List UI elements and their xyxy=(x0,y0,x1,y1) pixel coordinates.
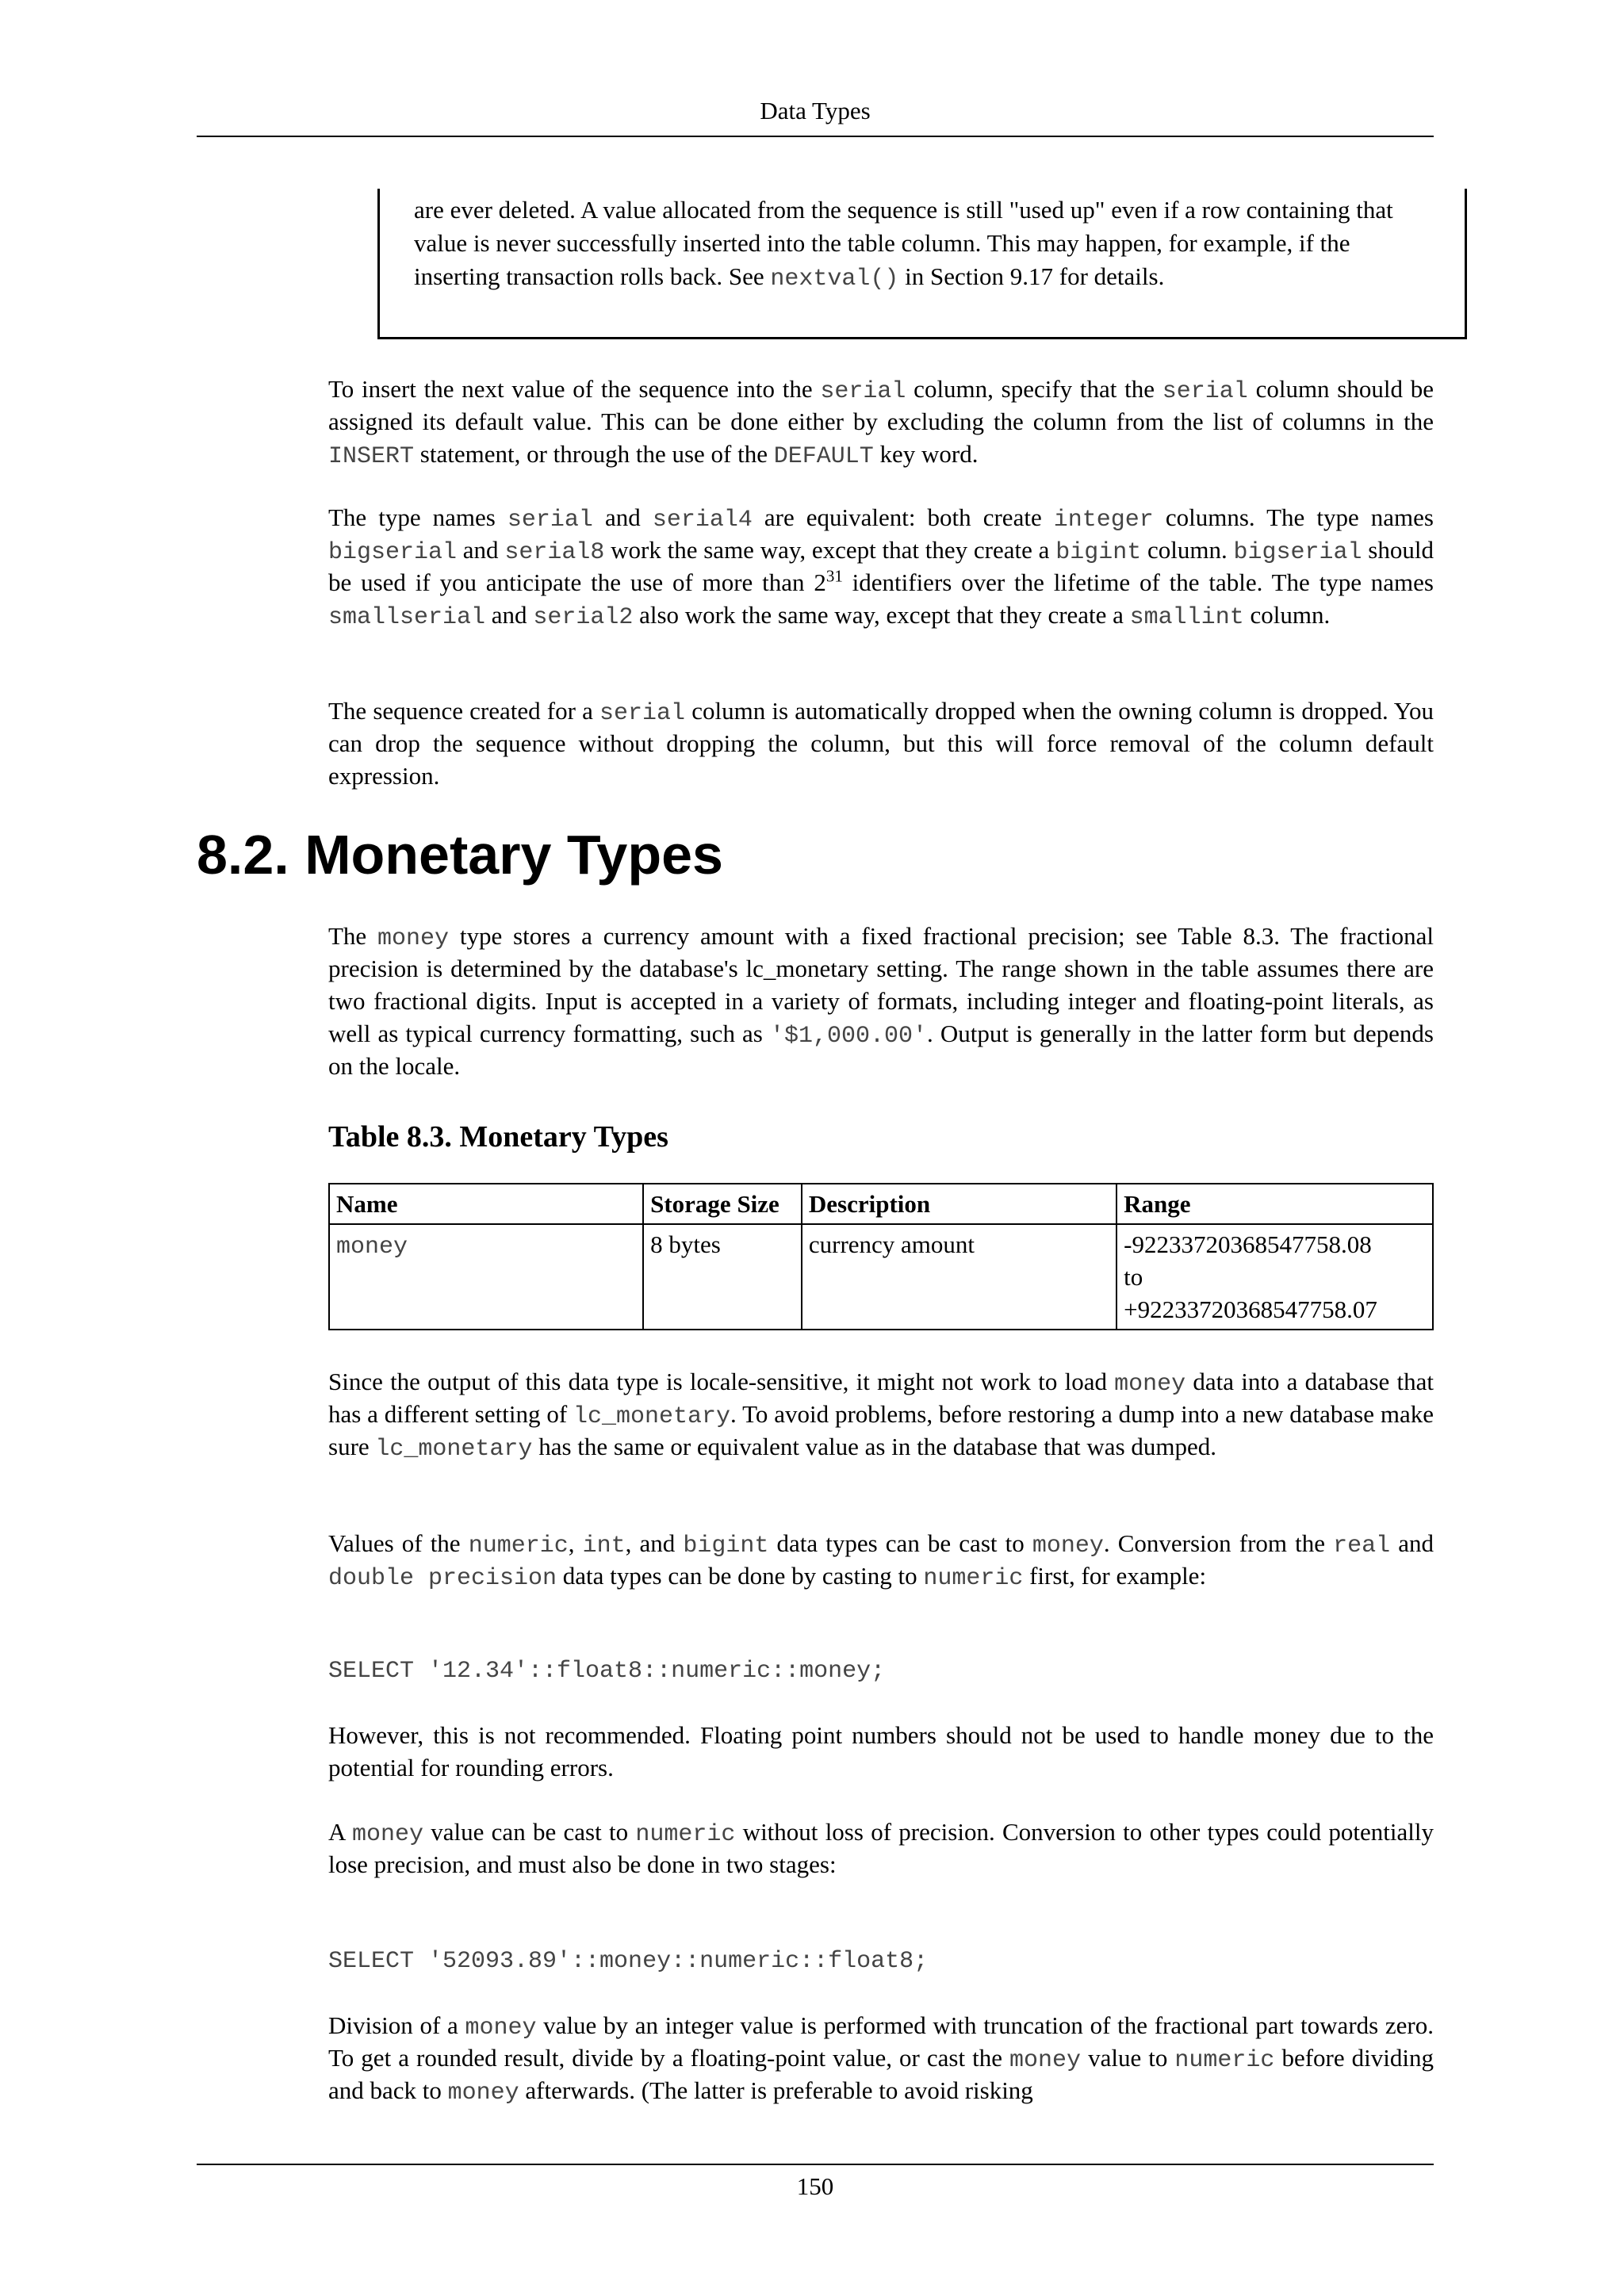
paragraph-locale-sensitive: Since the output of this data type is locale-sensitive, it might not work to load money data into a database that has a different setting of lc_monetary. To avoid problems, before restoring a dump into a new database make sure lc_monetary has the same or equivalent value as in the database that was dumped. xyxy=(328,1368,1434,1463)
code-example-cast-to-money: SELECT '12.34'::float8::numeric::money; xyxy=(328,1658,886,1685)
column-header-range: Range xyxy=(1116,1184,1433,1224)
column-header-storage-size: Storage Size xyxy=(643,1184,802,1224)
cell-name: money xyxy=(329,1224,643,1330)
cell-description: currency amount xyxy=(802,1224,1116,1330)
running-header: Data Types xyxy=(760,97,871,124)
monetary-types-table xyxy=(328,1183,1434,1330)
paragraph-money-intro: The money type stores a currency amount with a fixed fractional precision; see Table 8.3. The fractional precision is determined by the database's lc_monetary setting. The range shown in the table assumes there are two fractional digits. Input is accepted in a variety of formats, including integer and floating-point literals, as well as typical currency formatting, such as '$1,000.00'. Output is generally in the latter form but depends on the locale. xyxy=(328,922,1434,1080)
code-example-cast-to-float8: SELECT '52093.89'::money::numeric::float8; xyxy=(328,1948,929,1975)
paragraph-division: Division of a money value by an integer value is performed with truncation of the fractional part towards zero. To get a rounded result, divide by a floating-point value, or cast the money value to numeric before dividing and back to money afterwards. (The latter is preferable to avoid risking xyxy=(328,2011,1434,2107)
paragraph-sequence-drop: The sequence created for a serial column is automatically dropped when the owning column is dropped. You can drop the sequence without dropping the column, but this will force removal of the column default expression. xyxy=(328,697,1434,790)
table-header-row xyxy=(329,1184,1433,1224)
paragraph-not-recommended: However, this is not recommended. Floating point numbers should not be used to handle money due to the potential for rounding errors. xyxy=(328,1721,1434,1781)
header-rule xyxy=(197,136,1434,137)
page-number: 150 xyxy=(796,2172,834,2200)
column-header-name: Name xyxy=(329,1184,643,1224)
superscript-31: 31 xyxy=(825,566,843,586)
paragraph-serial-insert: To insert the next value of the sequence into the serial column, specify that the serial column should be assigned its default value. This can be done either by excluding the column from the list of columns in the INSERT statement, or through the use of the DEFAULT key word. xyxy=(328,375,1434,470)
paragraph-cast-to-money: Values of the numeric, int, and bigint data types can be cast to money. Conversion from the real and double precision data types can be done by casting to numeric first, for example: xyxy=(328,1529,1434,1592)
footer-rule xyxy=(197,2164,1434,2165)
section-title: 8.2. Monetary Types xyxy=(197,824,723,886)
column-header-description: Description xyxy=(802,1184,1116,1224)
note-text: are ever deleted. A value allocated from the sequence is still "used up" even if a row containing that value is never successfully inserted into the table column. This may happen, for example, if the inserting transaction rolls back. See nextval() in Section 9.17 for details. xyxy=(414,196,1393,293)
paragraph-serial-types: The type names serial and serial4 are equivalent: both create integer columns. The type names bigserial and serial8 work the same way, except that they create a bigint column. bigserial should be used if you anticipate the use of more than $2^{31}$ identifiers over the lifetime of the table. The type names smallserial and serial2 also work the same way, except that they create a smallint column. xyxy=(328,503,1434,631)
paragraph-cast-to-numeric: A money value can be cast to numeric without loss of precision. Conversion to other types could potentially lose precision, and must also be done in two stages: xyxy=(328,1818,1434,1878)
cell-storage-size: 8 bytes xyxy=(643,1224,802,1330)
table-title: Table 8.3. Monetary Types xyxy=(328,1120,668,1154)
table-row xyxy=(329,1224,1433,1330)
cell-range: -92233720368547758.08 to +92233720368547758.07 xyxy=(1116,1224,1433,1330)
